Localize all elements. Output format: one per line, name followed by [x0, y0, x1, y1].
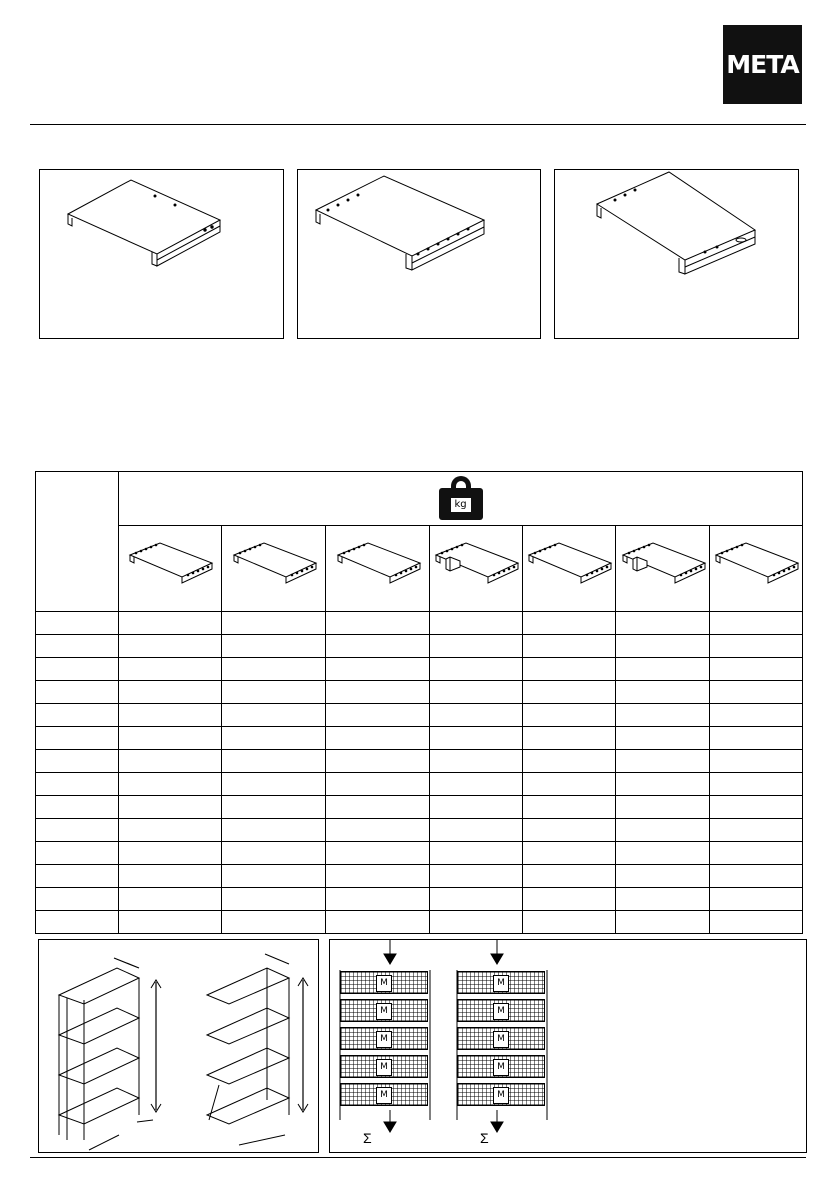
table-row	[36, 819, 803, 842]
unit-marker: M	[376, 975, 392, 992]
column-header-shelf-cut-6	[616, 526, 710, 612]
load-value-cell	[119, 681, 222, 704]
load-value-cell	[430, 865, 523, 888]
mesh-crate	[457, 1027, 545, 1050]
table-row	[36, 773, 803, 796]
sum-symbol-right: Σ	[480, 1130, 489, 1146]
load-value-cell	[222, 773, 326, 796]
load-value-cell	[523, 865, 616, 888]
table-row	[36, 658, 803, 681]
row-label-cell	[36, 635, 119, 658]
load-value-cell	[710, 704, 803, 727]
load-value-cell	[523, 681, 616, 704]
mesh-crate	[457, 999, 545, 1022]
table-row	[36, 704, 803, 727]
mesh-crate	[457, 1083, 545, 1106]
load-value-cell	[523, 658, 616, 681]
load-value-cell	[119, 796, 222, 819]
load-value-cell	[523, 635, 616, 658]
load-value-cell	[119, 819, 222, 842]
weight-icon	[439, 474, 483, 520]
shelf-illustration-1	[39, 169, 284, 339]
load-value-cell	[710, 911, 803, 934]
mesh-crate	[340, 971, 428, 994]
meta-logo	[723, 25, 802, 104]
load-value-cell	[326, 612, 430, 635]
load-value-cell	[616, 796, 710, 819]
load-value-cell	[710, 819, 803, 842]
load-value-cell	[710, 658, 803, 681]
load-value-cell	[430, 888, 523, 911]
mesh-crate	[340, 999, 428, 1022]
load-value-cell	[710, 635, 803, 658]
table-corner-cell	[36, 472, 119, 612]
shelf-1-icon	[124, 541, 216, 591]
column-header-shelf-5	[523, 526, 616, 612]
shelving-unit-illustration	[38, 939, 319, 1153]
unit-marker: M	[493, 975, 509, 992]
load-value-cell	[326, 911, 430, 934]
unit-marker: M	[376, 1059, 392, 1076]
load-value-cell	[523, 727, 616, 750]
load-value-cell	[326, 658, 430, 681]
load-value-cell	[523, 773, 616, 796]
load-value-cell	[119, 635, 222, 658]
load-value-cell	[430, 727, 523, 750]
unit-marker: M	[376, 1031, 392, 1048]
row-label-cell	[36, 842, 119, 865]
row-label-cell	[36, 888, 119, 911]
load-value-cell	[616, 819, 710, 842]
table-row	[36, 612, 803, 635]
load-value-cell	[326, 865, 430, 888]
load-value-cell	[710, 612, 803, 635]
weight-icon-label: kg	[451, 498, 471, 512]
mesh-crate	[340, 1055, 428, 1078]
row-label-cell	[36, 704, 119, 727]
row-label-cell	[36, 911, 119, 934]
table-row	[36, 842, 803, 865]
table-row	[36, 888, 803, 911]
logo-text: META	[726, 50, 799, 79]
load-value-cell	[222, 681, 326, 704]
row-label-cell	[36, 681, 119, 704]
row-label-cell	[36, 865, 119, 888]
load-value-cell	[222, 704, 326, 727]
column-header-shelf-1	[119, 526, 222, 612]
table-row	[36, 796, 803, 819]
load-value-cell	[222, 842, 326, 865]
load-value-cell	[523, 704, 616, 727]
load-value-cell	[523, 819, 616, 842]
load-value-cell	[616, 911, 710, 934]
row-label-cell	[36, 796, 119, 819]
unit-marker: M	[376, 1087, 392, 1104]
shelf-2-icon	[228, 541, 320, 591]
load-value-cell	[616, 704, 710, 727]
load-value-cell	[326, 819, 430, 842]
mesh-crate	[457, 971, 545, 994]
load-value-cell	[523, 888, 616, 911]
load-value-cell	[523, 911, 616, 934]
row-label-cell	[36, 819, 119, 842]
table-row	[36, 635, 803, 658]
load-value-cell	[430, 612, 523, 635]
table-row	[36, 727, 803, 750]
load-value-cell	[710, 842, 803, 865]
sum-symbol-left: Σ	[363, 1130, 372, 1146]
load-value-cell	[326, 773, 430, 796]
load-value-cell	[119, 704, 222, 727]
load-value-cell	[222, 819, 326, 842]
load-value-cell	[430, 819, 523, 842]
load-value-cell	[222, 612, 326, 635]
load-value-cell	[222, 865, 326, 888]
load-value-cell	[710, 796, 803, 819]
load-value-cell	[710, 681, 803, 704]
load-value-cell	[222, 911, 326, 934]
mesh-crate	[340, 1027, 428, 1050]
row-label-cell	[36, 612, 119, 635]
load-value-cell	[616, 750, 710, 773]
column-header-shelf-7	[710, 526, 803, 612]
load-value-cell	[326, 681, 430, 704]
row-label-cell	[36, 750, 119, 773]
shelf-cut-6-icon	[617, 541, 709, 591]
row-label-cell	[36, 773, 119, 796]
load-value-cell	[430, 750, 523, 773]
mesh-crate	[457, 1055, 545, 1078]
load-value-cell	[222, 888, 326, 911]
load-value-cell	[523, 796, 616, 819]
row-label-cell	[36, 658, 119, 681]
load-value-cell	[616, 612, 710, 635]
unit-marker: M	[493, 1087, 509, 1104]
load-capacity-table	[35, 471, 803, 934]
load-value-cell	[430, 911, 523, 934]
load-value-cell	[430, 681, 523, 704]
load-value-cell	[523, 750, 616, 773]
load-value-cell	[119, 773, 222, 796]
load-value-cell	[710, 773, 803, 796]
load-value-cell	[222, 658, 326, 681]
load-value-cell	[430, 704, 523, 727]
load-value-cell	[326, 796, 430, 819]
column-header-shelf-cut-4	[430, 526, 523, 612]
load-value-cell	[119, 888, 222, 911]
load-header	[119, 472, 803, 526]
load-distribution-illustration	[329, 939, 807, 1153]
shelf-cut-4-icon	[430, 541, 522, 591]
load-value-cell	[119, 750, 222, 773]
load-value-cell	[430, 658, 523, 681]
table-row	[36, 750, 803, 773]
load-value-cell	[222, 727, 326, 750]
load-value-cell	[326, 888, 430, 911]
shelf-illustration-2	[297, 169, 541, 339]
unit-marker: M	[493, 1031, 509, 1048]
load-value-cell	[616, 681, 710, 704]
table-row	[36, 681, 803, 704]
load-value-cell	[326, 842, 430, 865]
load-value-cell	[616, 773, 710, 796]
load-value-cell	[222, 635, 326, 658]
load-value-cell	[430, 635, 523, 658]
load-value-cell	[523, 612, 616, 635]
load-value-cell	[616, 658, 710, 681]
shelf-5-icon	[523, 541, 615, 591]
load-value-cell	[119, 911, 222, 934]
load-value-cell	[222, 796, 326, 819]
load-value-cell	[710, 865, 803, 888]
load-value-cell	[222, 750, 326, 773]
mesh-crate	[340, 1083, 428, 1106]
load-value-cell	[710, 727, 803, 750]
load-value-cell	[616, 727, 710, 750]
load-value-cell	[119, 727, 222, 750]
row-label-cell	[36, 727, 119, 750]
load-value-cell	[119, 865, 222, 888]
load-value-cell	[430, 842, 523, 865]
column-header-shelf-3	[326, 526, 430, 612]
load-value-cell	[616, 842, 710, 865]
unit-marker: M	[493, 1059, 509, 1076]
load-value-cell	[119, 842, 222, 865]
load-value-cell	[616, 635, 710, 658]
load-value-cell	[710, 888, 803, 911]
table-row	[36, 865, 803, 888]
unit-marker: M	[376, 1003, 392, 1020]
footer-rule	[30, 1157, 806, 1158]
load-value-cell	[326, 704, 430, 727]
load-value-cell	[616, 865, 710, 888]
load-value-cell	[523, 842, 616, 865]
unit-marker: M	[493, 1003, 509, 1020]
shelf-illustration-3	[554, 169, 799, 339]
load-value-cell	[119, 658, 222, 681]
shelf-3-icon	[332, 541, 424, 591]
header-rule	[30, 124, 806, 125]
load-value-cell	[616, 888, 710, 911]
load-value-cell	[430, 796, 523, 819]
load-value-cell	[326, 750, 430, 773]
load-value-cell	[326, 635, 430, 658]
load-value-cell	[710, 750, 803, 773]
column-header-shelf-2	[222, 526, 326, 612]
load-value-cell	[430, 773, 523, 796]
shelf-7-icon	[710, 541, 802, 591]
table-row	[36, 911, 803, 934]
load-value-cell	[326, 727, 430, 750]
load-value-cell	[119, 612, 222, 635]
